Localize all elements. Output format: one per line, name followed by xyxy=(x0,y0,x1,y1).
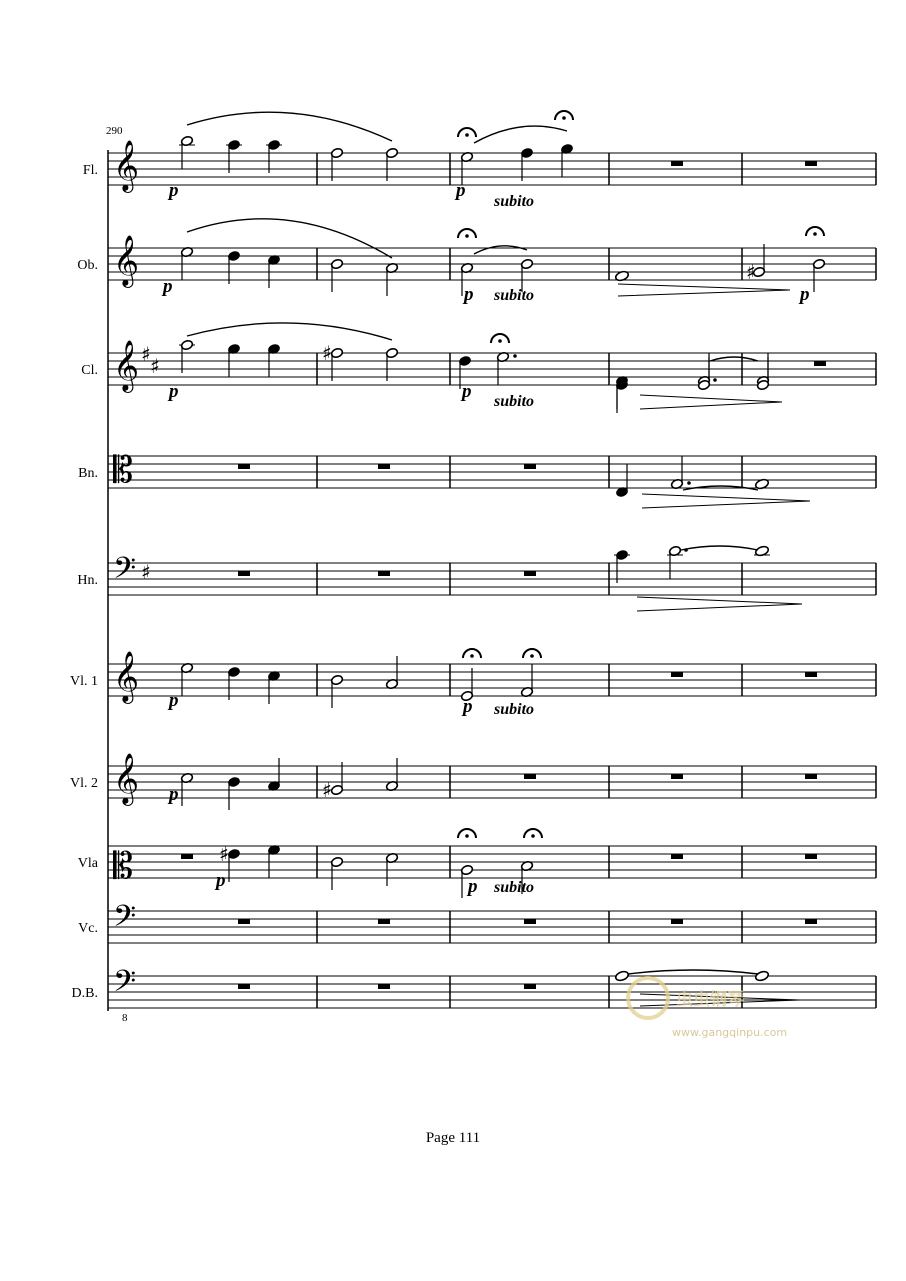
whole-rest-icon xyxy=(238,464,250,469)
slur xyxy=(474,246,527,254)
whole-rest-icon xyxy=(524,571,536,576)
watermark-url: www.gangqinpu.com xyxy=(672,1026,788,1039)
tie xyxy=(681,546,758,550)
whole-rest-icon xyxy=(524,774,536,779)
fermata-dot xyxy=(562,116,566,120)
whole-rest-icon xyxy=(805,919,817,924)
whole-rest-icon xyxy=(378,571,390,576)
instrument-name: Vla xyxy=(77,856,98,871)
whole-rest-icon xyxy=(238,919,250,924)
dynamic-marking: p xyxy=(462,381,472,402)
instrument-name: Ob. xyxy=(77,258,98,273)
dynamic-marking: p xyxy=(169,784,179,805)
staff-2 xyxy=(77,235,876,288)
sharp-icon: ♯ xyxy=(219,842,229,866)
expression-text: subito xyxy=(494,287,535,304)
instrument-name: Vl. 2 xyxy=(70,776,98,791)
page-number: Page 111 xyxy=(425,1130,481,1146)
whole-rest-icon xyxy=(671,672,683,677)
fermata-dot xyxy=(813,232,817,236)
slur xyxy=(187,219,392,258)
slur xyxy=(474,126,567,143)
watermark-title: 虫虫钢琴 xyxy=(676,990,744,1010)
whole-rest-icon xyxy=(814,361,826,366)
whole-rest-icon xyxy=(238,984,250,989)
staff-9 xyxy=(78,900,876,943)
clef-icon: 𝄞 xyxy=(113,340,140,391)
dynamic-marking: p xyxy=(163,276,173,297)
fermata-dot xyxy=(498,339,502,343)
dynamic-marking: p xyxy=(800,284,810,305)
whole-rest-icon xyxy=(238,571,250,576)
clef-icon: 𝄢 xyxy=(113,900,137,941)
fermata-dot xyxy=(470,654,474,658)
expression-text: subito xyxy=(494,393,535,410)
dynamic-marking: p xyxy=(169,690,179,711)
clef-icon: 𝄞 xyxy=(113,235,140,286)
whole-rest-icon xyxy=(671,854,683,859)
augmentation-dot xyxy=(513,354,517,358)
tie xyxy=(710,357,758,361)
diminuendo-hairpin xyxy=(618,284,790,296)
diminuendo-hairpin xyxy=(640,395,782,409)
clef-icon: 𝄞 xyxy=(113,753,140,804)
staff-5 xyxy=(77,552,876,595)
music-notation xyxy=(161,111,826,1006)
whole-rest-icon xyxy=(378,984,390,989)
fermata-dot xyxy=(465,234,469,238)
instrument-name: Bn. xyxy=(78,466,98,481)
augmentation-dot xyxy=(687,481,691,485)
whole-rest-icon xyxy=(524,984,536,989)
whole-rest-icon xyxy=(671,774,683,779)
instrument-name: Vl. 1 xyxy=(70,674,98,689)
dynamic-marking: p xyxy=(463,696,473,717)
whole-rest-icon xyxy=(671,161,683,166)
expression-text: subito xyxy=(494,879,535,896)
sharp-icon: ♯ xyxy=(322,778,332,802)
fermata-dot xyxy=(465,133,469,137)
clef-icon: 𝄢 xyxy=(113,552,137,593)
clef-icon: 𝄞 xyxy=(113,651,140,702)
whole-rest-icon xyxy=(524,464,536,469)
fermata-dot xyxy=(531,834,535,838)
expression-text: subito xyxy=(494,701,535,718)
clef-icon: 𝄢 xyxy=(113,965,137,1006)
diminuendo-hairpin xyxy=(642,494,810,508)
staff-3 xyxy=(81,340,876,393)
whole-rest-icon xyxy=(805,854,817,859)
dynamic-marking: p xyxy=(169,381,179,402)
instrument-name: Fl. xyxy=(82,163,98,178)
key-sharp-icon: ♯ xyxy=(141,342,151,366)
note-head xyxy=(615,970,630,982)
whole-rest-icon xyxy=(378,919,390,924)
whole-rest-icon xyxy=(805,161,817,166)
note-head xyxy=(755,970,770,982)
dynamic-marking: p xyxy=(169,180,179,201)
sharp-icon: ♯ xyxy=(322,341,332,365)
dynamic-marking: p xyxy=(456,180,466,201)
instrument-name: Hn. xyxy=(77,573,98,588)
fermata-dot xyxy=(465,834,469,838)
instrument-name: D.B. xyxy=(71,986,98,1001)
whole-rest-icon xyxy=(805,774,817,779)
clef-icon: 𝄡 xyxy=(113,450,134,491)
expression-text: subito xyxy=(494,193,535,210)
octave-mark: 8 xyxy=(122,1012,128,1024)
clef-icon: 𝄡 xyxy=(113,846,134,887)
fermata-dot xyxy=(530,654,534,658)
whole-rest-icon xyxy=(181,854,193,859)
tie xyxy=(628,970,758,974)
key-sharp-icon: ♯ xyxy=(150,354,160,378)
augmentation-dot xyxy=(713,378,717,382)
dynamic-marking: p xyxy=(468,876,478,897)
sharp-icon: ♯ xyxy=(746,260,756,284)
clef-icon: 𝄞 xyxy=(113,140,140,191)
staff-1 xyxy=(83,140,876,193)
measure-number: 290 xyxy=(106,125,123,137)
instrument-name: Cl. xyxy=(81,363,98,378)
key-sharp-icon: ♯ xyxy=(141,560,151,584)
diminuendo-hairpin xyxy=(637,597,802,611)
dynamic-marking: p xyxy=(464,284,474,305)
dynamic-marking: p xyxy=(216,870,226,891)
slur xyxy=(187,112,392,141)
instrument-name: Vc. xyxy=(78,921,98,936)
whole-rest-icon xyxy=(805,672,817,677)
whole-rest-icon xyxy=(524,919,536,924)
whole-rest-icon xyxy=(378,464,390,469)
slur xyxy=(187,323,392,340)
whole-rest-icon xyxy=(671,919,683,924)
